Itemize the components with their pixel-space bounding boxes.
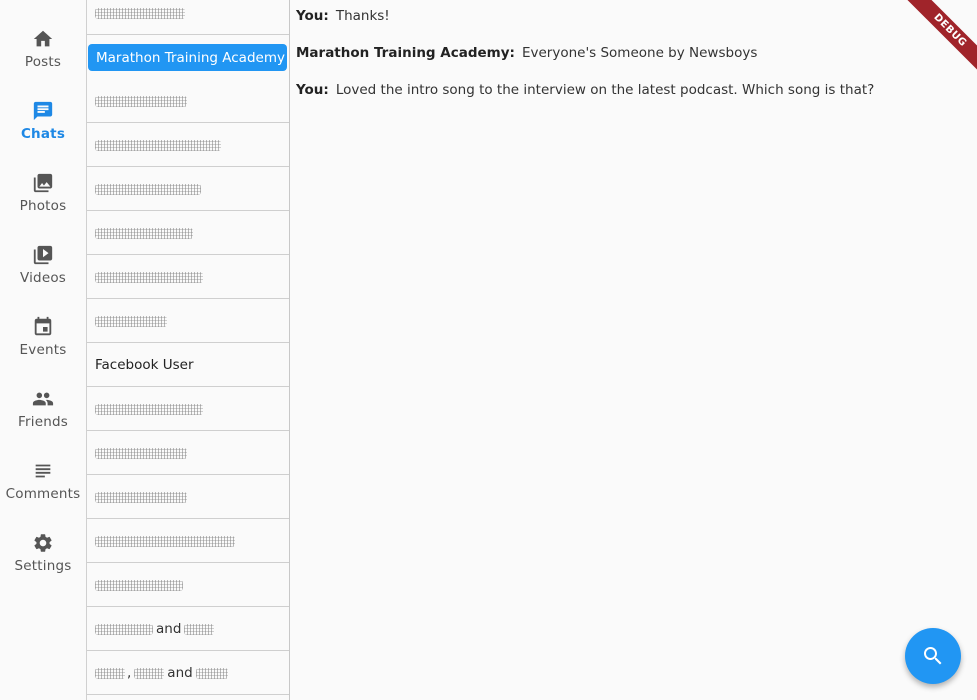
chat-list-item[interactable] bbox=[87, 124, 289, 167]
redacted-name bbox=[184, 624, 214, 635]
redacted-name bbox=[95, 624, 153, 635]
redacted-name bbox=[95, 580, 183, 591]
message-sender: Marathon Training Academy: bbox=[296, 45, 515, 61]
chat-list-item[interactable] bbox=[87, 168, 289, 211]
nav-label: Chats bbox=[20, 126, 66, 142]
message-text: Loved the intro song to the interview on the latest podcast. Which song is that? bbox=[335, 82, 875, 98]
redacted-name bbox=[95, 536, 235, 547]
debug-banner: DEBUG bbox=[905, 0, 977, 75]
friends-icon bbox=[32, 388, 54, 410]
chat-list-item[interactable] bbox=[87, 520, 289, 563]
chat-list-item[interactable] bbox=[87, 80, 289, 123]
redacted-name bbox=[95, 492, 187, 503]
redacted-name bbox=[95, 272, 203, 283]
chat-name: Marathon Training Academy bbox=[96, 49, 285, 66]
chat-list-item-selected[interactable] bbox=[88, 44, 287, 71]
redacted-name bbox=[134, 668, 164, 679]
nav-posts[interactable] bbox=[0, 22, 86, 82]
nav-label: Posts bbox=[24, 54, 62, 70]
events-icon bbox=[32, 316, 54, 338]
message bbox=[296, 82, 874, 98]
redacted-name bbox=[95, 184, 201, 195]
chat-list-item[interactable] bbox=[87, 652, 289, 695]
chat-icon bbox=[32, 100, 54, 122]
redacted-name bbox=[95, 668, 125, 679]
redacted-name bbox=[95, 96, 187, 107]
photos-icon bbox=[32, 172, 54, 194]
nav-comments[interactable] bbox=[0, 454, 86, 514]
search-icon bbox=[921, 644, 945, 668]
nav-photos[interactable] bbox=[0, 166, 86, 226]
chat-list-item[interactable] bbox=[87, 344, 289, 387]
chat-list-item[interactable] bbox=[87, 608, 289, 651]
chat-list-item[interactable] bbox=[87, 564, 289, 607]
redacted-name bbox=[95, 8, 185, 19]
navigation-rail bbox=[0, 0, 86, 700]
videos-icon bbox=[32, 244, 54, 266]
search-fab-button[interactable] bbox=[905, 628, 961, 684]
home-icon bbox=[32, 28, 54, 50]
redacted-name bbox=[95, 228, 193, 239]
redacted-name bbox=[95, 316, 167, 327]
redacted-name bbox=[95, 404, 203, 415]
nav-chats[interactable] bbox=[0, 94, 86, 154]
chat-list-item[interactable] bbox=[87, 432, 289, 475]
chat-list-item[interactable] bbox=[87, 388, 289, 431]
redacted-name bbox=[196, 668, 228, 679]
nav-videos[interactable] bbox=[0, 238, 86, 298]
redacted-name bbox=[95, 448, 187, 459]
message bbox=[296, 45, 757, 61]
nav-label: Photos bbox=[19, 198, 67, 214]
chat-list-item[interactable] bbox=[87, 212, 289, 255]
nav-events[interactable] bbox=[0, 310, 86, 370]
nav-friends[interactable] bbox=[0, 382, 86, 442]
chat-list-item[interactable] bbox=[87, 0, 289, 35]
nav-label: Videos bbox=[19, 270, 67, 286]
nav-label: Events bbox=[19, 342, 67, 358]
chat-name: Facebook User bbox=[95, 357, 194, 373]
redacted-name bbox=[95, 140, 221, 151]
settings-icon bbox=[32, 532, 54, 554]
message-sender: You: bbox=[296, 82, 329, 98]
nav-label: Comments bbox=[5, 486, 81, 502]
chat-list-item[interactable] bbox=[87, 476, 289, 519]
message bbox=[296, 8, 390, 24]
chat-list bbox=[86, 0, 290, 700]
conjunction: and bbox=[167, 665, 193, 681]
message-sender: You: bbox=[296, 8, 329, 24]
comments-icon bbox=[32, 460, 54, 482]
conjunction: and bbox=[156, 621, 182, 637]
chat-list-item[interactable] bbox=[87, 300, 289, 343]
comma: , bbox=[127, 665, 132, 681]
message-text: Everyone's Someone by Newsboys bbox=[521, 45, 758, 61]
chat-list-item[interactable] bbox=[87, 696, 289, 700]
nav-settings[interactable] bbox=[0, 526, 86, 586]
message-text: Thanks! bbox=[335, 8, 390, 24]
chat-list-item[interactable] bbox=[87, 256, 289, 299]
nav-label: Settings bbox=[14, 558, 72, 574]
nav-label: Friends bbox=[18, 414, 68, 430]
